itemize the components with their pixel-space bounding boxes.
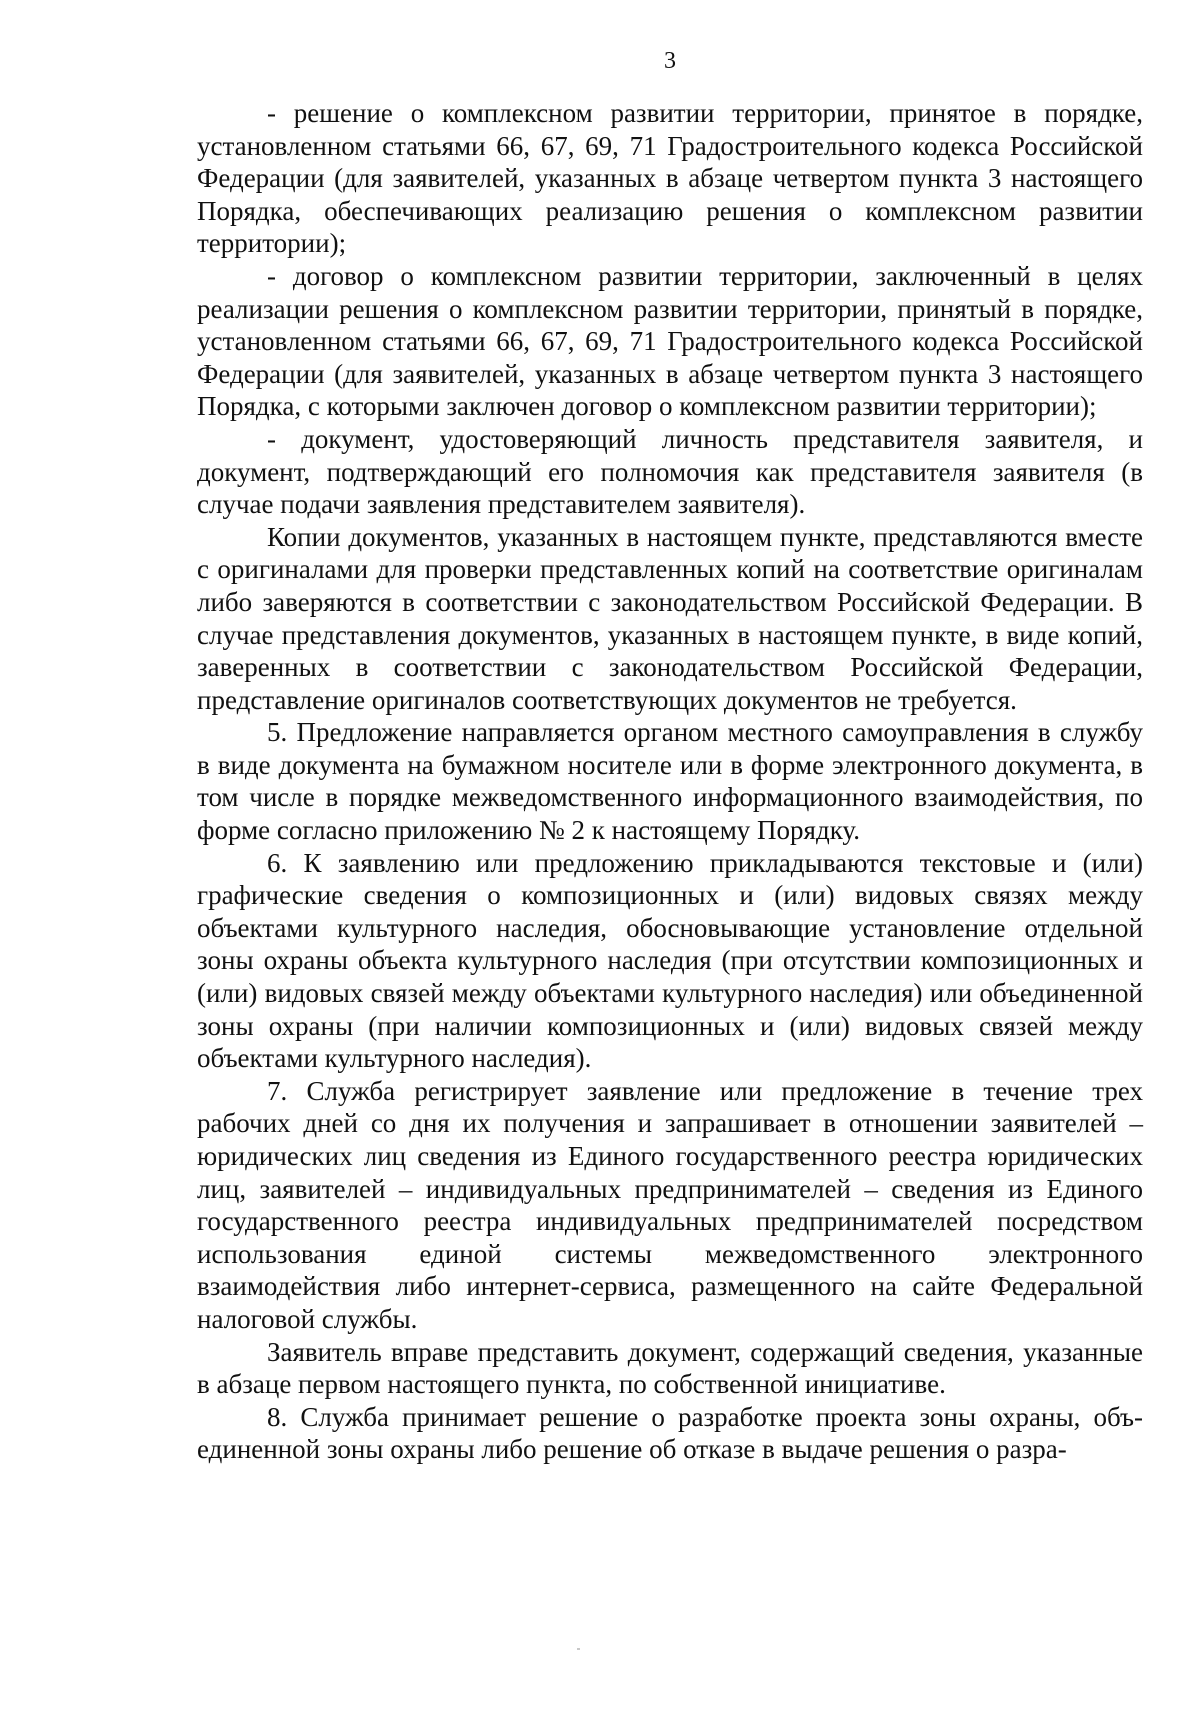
paragraph-complex-development-contract: - договор о комплексном развитии территории, заключенный в целях реализации решения о комплексном развитии территории, принятый в порядке, установленном статьями 66, 67, 69, 71 Градостроительного кодекса Российской Федерации (для заявителей, указанных в абзаце четвертом пункта 3 настоящего Порядка, с которыми заключен договор о комплексном развитии территории); (197, 260, 1143, 422)
paragraph-complex-development-decision: - решение о комплексном развитии территории, принятое в порядке, установленном статьями 66, 67, 69, 71 Градостроительного кодекса Российской Федерации (для заявителей, указанных в абзаце четвертом пункта 3 настоящего Порядка, обеспечивающих реализацию решения о комплексном развитии территории); (197, 98, 1143, 259)
paragraph-item-8-decision: 8. Служба принимает решение о разработке проекта зоны охраны, объединенной зоны охраны либо решение об отказе в выдаче решения о разра- (197, 1401, 1143, 1465)
page-number: 3 (664, 48, 676, 74)
paragraph-item-5-proposal: 5. Предложение направляется органом местного самоуправления в службу в виде документа на бумажном носителе или в форме электронного документа, в том числе в порядке межведомственного информационного взаимодействия, по форме согласно приложению № 2 к настоящему Порядку. (197, 717, 1143, 846)
paragraph-document-copies: Копии документов, указанных в настоящем пункте, представляются вместе с оригиналами для проверки представленных копий на соответствие оригиналам либо заверяются в соответствии с законодательством Российской Федерации. В случае представления документов, указанных в настоящем пункте, в виде копий, заверенных в соответствии с законодательством Российской Федерации, представление оригиналов соответствующих документов не требуется. (197, 521, 1143, 715)
paragraph-representative-identity-document: - документ, удостоверяющий личность представителя заявителя, и документ, подтверждающий его полномочия как представителя заявителя (в случае подачи заявления представителем заявителя). (197, 423, 1143, 520)
paragraph-item-6-attachments: 6. К заявлению или предложению прикладываются текстовые и (или) графические сведения о композиционных и (или) видовых связях между объектами культурного наследия, обосновывающие установление отдельной зоны охраны объекта культурного наследия (при отсутствии композиционных и (или) видовых связей между объектами культурного наследия) или объединенной зоны охраны (при наличии композиционных и (или) видовых связей между объектами культурного наследия). (197, 847, 1143, 1074)
scan-speck (577, 1648, 580, 1650)
paragraph-applicant-initiative: Заявитель вправе представить документ, содержащий сведения, указанные в абзаце первом настоящего пункта, по собственной инициативе. (197, 1336, 1143, 1400)
paragraph-item-7-registration: 7. Служба регистрирует заявление или предложение в течение трех рабочих дней со дня их получения и запрашивает в отношении заявителей – юридических лиц сведения из Единого государственного реестра юридических лиц, заявителей – индивидуальных предпринимателей – сведения из Единого государственного реестра индивидуальных предпринимателей посредством использования единой системы межведомственного электронного взаимодействия либо интернет-сервиса, размещенного на сайте Федеральной налоговой службы. (197, 1075, 1143, 1334)
document-body (197, 97, 1143, 1466)
